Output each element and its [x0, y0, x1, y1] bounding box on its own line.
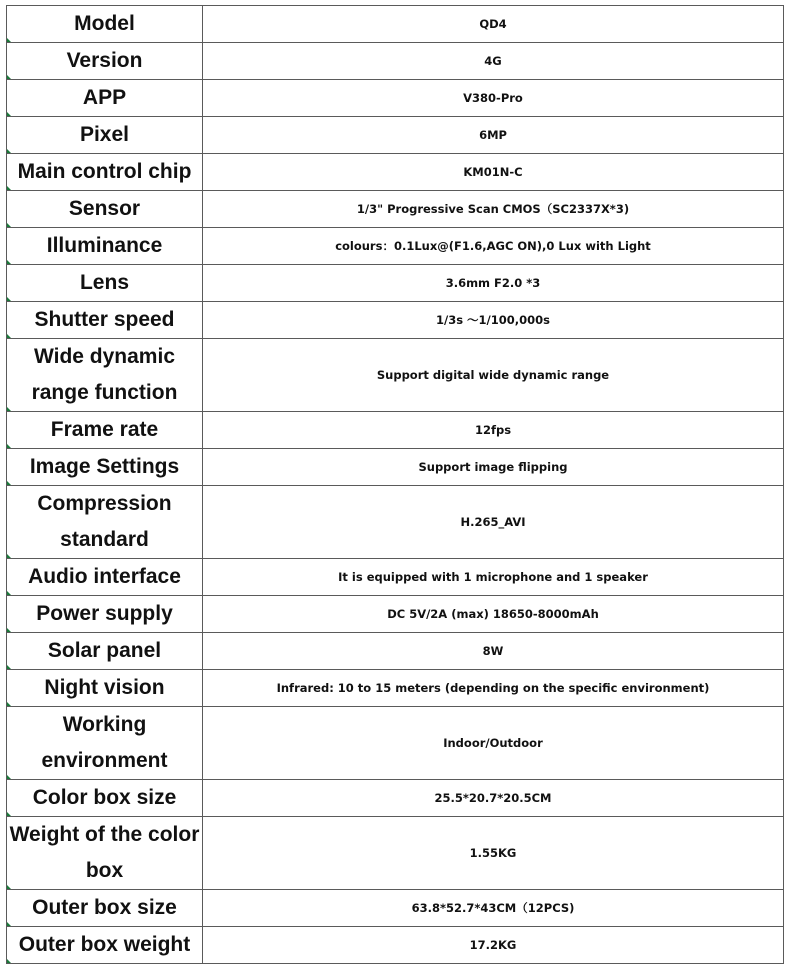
spec-label: Outer box weight [7, 927, 203, 964]
spec-value: Indoor/Outdoor [203, 707, 784, 780]
spec-value: KM01N-C [203, 154, 784, 191]
spec-value: 3.6mm F2.0 *3 [203, 265, 784, 302]
spec-row-lens [7, 265, 784, 302]
spec-label: Lens [7, 265, 203, 302]
spec-value: 25.5*20.7*20.5CM [203, 780, 784, 817]
spec-row-solar-panel [7, 633, 784, 670]
spec-row-outer-box-weight [7, 927, 784, 964]
spec-value: 1/3s ～1/100,000s [203, 302, 784, 339]
spec-row-working-environment [7, 707, 784, 780]
spec-value: colours：0.1Lux@(F1.6,AGC ON),0 Lux with Light [203, 228, 784, 265]
spec-table [6, 5, 784, 964]
spec-row-shutter-speed [7, 302, 784, 339]
spec-row-version [7, 43, 784, 80]
spec-row-power-supply [7, 596, 784, 633]
spec-value: It is equipped with 1 microphone and 1 speaker [203, 559, 784, 596]
spec-value: H.265_AVI [203, 486, 784, 559]
spec-row-sensor [7, 191, 784, 228]
spec-row-compression-standard [7, 486, 784, 559]
spec-label: APP [7, 80, 203, 117]
spec-value: Infrared: 10 to 15 meters (depending on the specific environment) [203, 670, 784, 707]
spec-value: 4G [203, 43, 784, 80]
spec-label: Shutter speed [7, 302, 203, 339]
spec-label: Frame rate [7, 412, 203, 449]
spec-row-main-control-chip [7, 154, 784, 191]
spec-label: Power supply [7, 596, 203, 633]
spec-value: QD4 [203, 6, 784, 43]
spec-row-pixel [7, 117, 784, 154]
spec-row-audio-interface [7, 559, 784, 596]
spec-label: Pixel [7, 117, 203, 154]
spec-row-outer-box-size [7, 890, 784, 927]
spec-row-illuminance [7, 228, 784, 265]
spec-value: 1/3" Progressive Scan CMOS（SC2337X*3) [203, 191, 784, 228]
spec-value: V380-Pro [203, 80, 784, 117]
spec-value: 1.55KG [203, 817, 784, 890]
spec-label: Compression standard [7, 486, 203, 559]
spec-row-night-vision [7, 670, 784, 707]
spec-row-image-settings [7, 449, 784, 486]
spec-value: Support image flipping [203, 449, 784, 486]
spec-value: 17.2KG [203, 927, 784, 964]
spec-label: Outer box size [7, 890, 203, 927]
spec-label: Weight of the color box [7, 817, 203, 890]
spec-label: Solar panel [7, 633, 203, 670]
spec-label: Working environment [7, 707, 203, 780]
spec-label: Illuminance [7, 228, 203, 265]
spec-row-model [7, 6, 784, 43]
spec-value: 8W [203, 633, 784, 670]
spec-value: 6MP [203, 117, 784, 154]
spec-row-wide-dynamic-range [7, 339, 784, 412]
spec-label: Version [7, 43, 203, 80]
spec-row-frame-rate [7, 412, 784, 449]
spec-label: Wide dynamic range function [7, 339, 203, 412]
spec-value: 12fps [203, 412, 784, 449]
spec-row-color-box-weight [7, 817, 784, 890]
spec-value: 63.8*52.7*43CM（12PCS) [203, 890, 784, 927]
spec-value: Support digital wide dynamic range [203, 339, 784, 412]
spec-label: Color box size [7, 780, 203, 817]
spec-row-color-box-size [7, 780, 784, 817]
spec-label: Sensor [7, 191, 203, 228]
spec-label: Main control chip [7, 154, 203, 191]
spec-value: DC 5V/2A (max) 18650-8000mAh [203, 596, 784, 633]
spec-label: Image Settings [7, 449, 203, 486]
spec-row-app [7, 80, 784, 117]
spec-label: Model [7, 6, 203, 43]
spec-label: Audio interface [7, 559, 203, 596]
spec-label: Night vision [7, 670, 203, 707]
